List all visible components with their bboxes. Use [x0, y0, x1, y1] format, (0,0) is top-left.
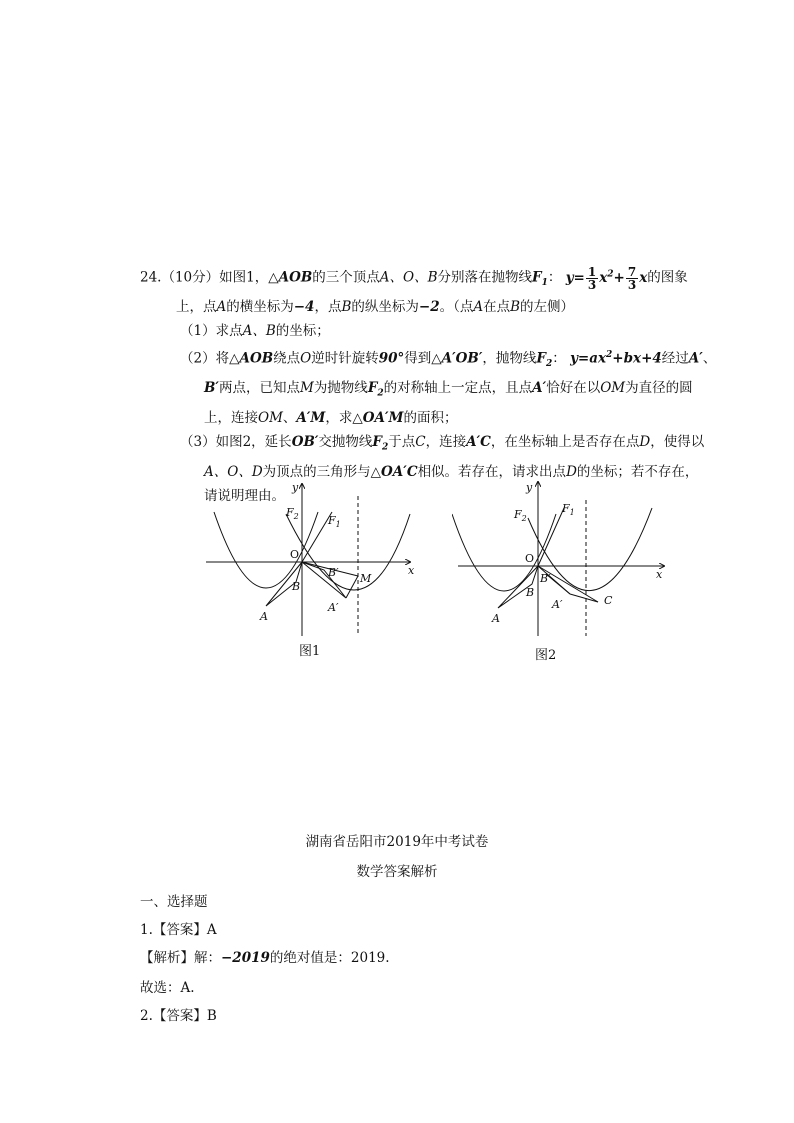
figure-1-diagram	[200, 478, 430, 638]
question-24	[140, 262, 740, 508]
label-b-prime: B′	[540, 572, 551, 585]
label-f2: $F_2$	[286, 506, 299, 521]
section-heading: 一、选择题	[140, 894, 208, 910]
label-o: O	[290, 548, 300, 561]
question-line-2: 上，点A的横坐标为−4，点B的纵坐标为−2。（点A在点B的左侧）	[176, 299, 575, 316]
part-2-line-3: 上，连接OM、A′M，求△OA′M的面积；	[204, 410, 458, 427]
parabola-f2	[286, 514, 410, 590]
segment-a-prime-m	[346, 576, 358, 598]
label-y: y	[526, 481, 533, 494]
triangle-aob: △AOB	[268, 269, 313, 286]
answer-subtitle: 数学答案解析	[356, 864, 438, 880]
parabola-f1-branch	[538, 508, 564, 566]
label-x: x	[408, 564, 415, 577]
label-y: y	[292, 481, 299, 494]
answer-2: 2.【答案】B	[140, 1008, 217, 1024]
figure-2-caption: 图2	[535, 648, 557, 663]
label-x: x	[656, 568, 663, 581]
part-3: （3）如图2，延长OB′交抛物线$F_2$于点C，连接A′C，在坐标轴上是否存在点D，使得以	[180, 434, 705, 453]
label-f2: $F_2$	[514, 508, 527, 523]
part-2: （2）将△AOB绕点O逆时针旋转90°得到△A′OB′，抛物线$F_2$： $y=ax^2+bx+4$经过A′、	[180, 350, 717, 370]
label-f1: $F_1$	[328, 514, 341, 529]
part-1: （1）求点A、B的坐标；	[180, 323, 330, 340]
label-m: M	[360, 572, 372, 585]
part-3-line-3: 请说明理由。	[204, 487, 285, 504]
label-b: B	[292, 580, 301, 593]
label-a-prime: A′	[328, 601, 339, 614]
label-c: C	[604, 594, 613, 607]
label-a: A	[492, 612, 500, 625]
label-b: B	[526, 586, 535, 599]
question-number: 24.（10分）	[140, 269, 220, 286]
equation-f1: y= $\frac{1}{3}$ $x^2+$ $\frac{7}{3}$ x	[565, 264, 648, 292]
question-line-1: 24.（10分）如图1，△AOB的三个顶点A、O、B分别落在抛物线$F_1$： y= $\frac{1}{3}$ $x^2+$ $\frac{7}{3}$ x的图象	[140, 264, 688, 292]
answer-1-explanation: 【解析】解：−2019的绝对值是：2019.	[140, 950, 390, 966]
figure-1-caption: 图1	[299, 644, 321, 659]
label-a-prime: A′	[552, 598, 563, 611]
label-a: A	[260, 610, 268, 623]
figure-2	[452, 478, 667, 642]
part-3-line-2: A、O、D为顶点的三角形与△OA′C相似。若存在，请求出点D的坐标；若不存在，	[204, 463, 699, 480]
answer-title: 湖南省岳阳市2019年中考试卷	[305, 834, 489, 850]
answer-1-choice: 故选：A.	[140, 980, 195, 996]
label-f1: $F_1$	[562, 502, 575, 517]
segment-a-prime-c	[570, 594, 598, 602]
figure-1	[200, 478, 430, 642]
answer-1: 1.【答案】A	[140, 922, 217, 938]
figure-2-diagram	[452, 478, 667, 638]
part-2-line-2: B′两点，已知点M为抛物线$F_2$的对称轴上一定点，且点A′恰好在以OM为直径的圆	[204, 380, 693, 400]
label-b-prime: B′	[328, 566, 339, 579]
label-o: O	[525, 552, 535, 565]
